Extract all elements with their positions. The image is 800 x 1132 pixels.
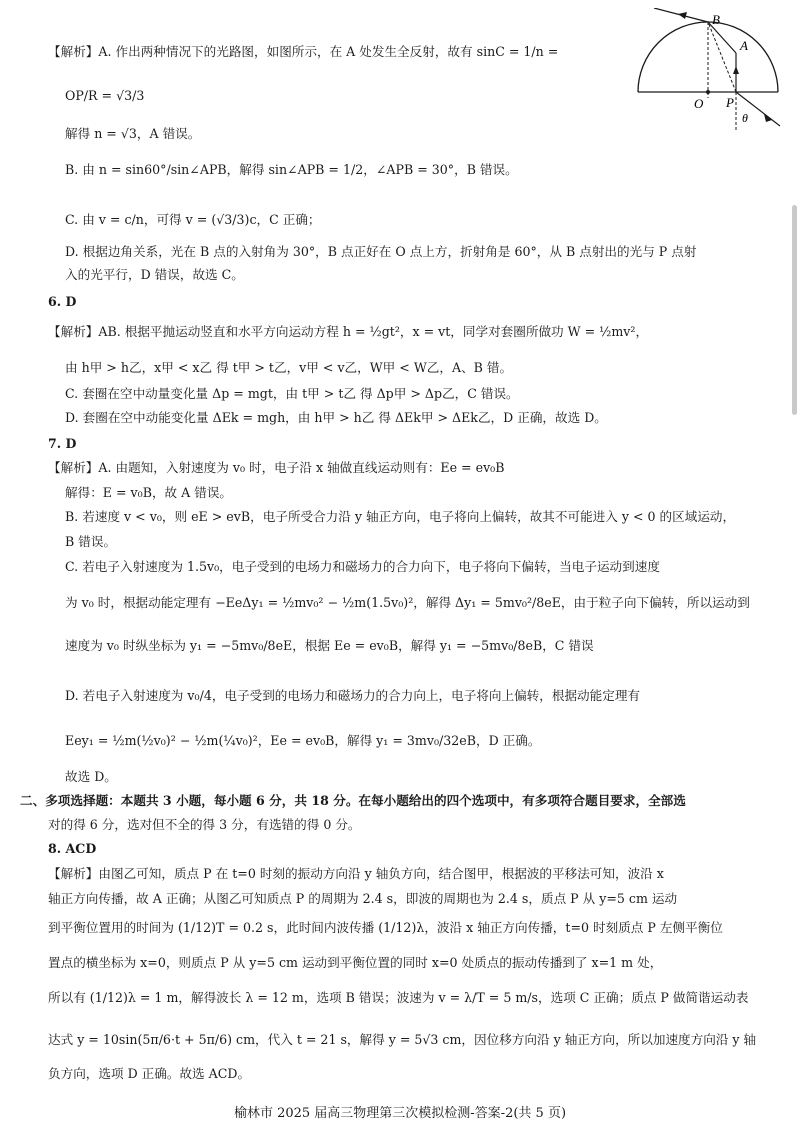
section-2-heading-cont: 对的得 6 分，选对但不全的得 3 分，有选错的得 0 分。	[48, 817, 361, 832]
analysis-8-line-7: 负方向，选项 D 正确。故选 ACD。	[48, 1066, 251, 1081]
analysis-6-line-ab: 【解析】AB. 根据平抛运动竖直和水平方向运动方程 h = ½gt²，x = vt，同学对套圈所做功 W = ½mv²，	[48, 324, 649, 339]
optics-diagram	[634, 8, 784, 133]
question-6-answer: 6. D	[48, 294, 77, 309]
analysis-8-line-2: 轴正方向传播，故 A 正确；从图乙可知质点 P 的周期为 2.4 s，即波的周期也为 2.4 s，质点 P 从 y=5 cm 运动	[48, 891, 678, 906]
label-a: A	[740, 38, 748, 53]
analysis-8-line-5: 所以有 (1/12)λ = 1 m，解得波长 λ = 12 m，选项 B 错误；波速为 v = λ/T = 5 m/s，选项 C 正确；质点 P 做简谐运动表	[48, 990, 749, 1005]
label-p: P	[726, 95, 734, 110]
label-o: O	[694, 96, 704, 111]
analysis-8-line-1: 【解析】由图乙可知，质点 P 在 t=0 时刻的振动方向沿 y 轴负方向，结合图甲，根据波的平移法可知，波沿 x	[48, 866, 664, 881]
analysis-7-line-b: B. 若速度 v < v₀，则 eE > evB，电子所受合力沿 y 轴正方向，电子将向上偏转，故其不可能进入 y < 0 的区域运动，	[65, 509, 736, 524]
page-footer: 榆林市 2025 届高三物理第三次模拟检测-答案-2(共 5 页)	[233, 1106, 567, 1121]
analysis-7-line-a: 【解析】A. 由题知，入射速度为 v₀ 时，电子沿 x 轴做直线运动则有：Ee = ev₀B	[48, 460, 505, 475]
question-8-answer: 8. ACD	[48, 841, 97, 856]
analysis-7-line-d-formula: Eey₁ = ½m(½v₀)² − ½m(¼v₀)²，Ee = ev₀B，解得 y₁ = 3mv₀/32eB，D 正确。	[65, 733, 541, 748]
analysis-7-line-a-result: 解得：E = v₀B，故 A 错误。	[65, 485, 233, 500]
analysis-8-line-3: 到平衡位置用的时间为 (1/12)T = 0.2 s，此时间内波传播 (1/12)λ，波沿 x 轴正方向传播，t=0 时刻质点 P 左侧平衡位	[48, 920, 723, 935]
analysis-6-line-d: D. 套圈在空中动能变化量 ΔEk = mgh，由 h甲 > h乙 得 ΔEk甲 > ΔEk乙，D 正确，故选 D。	[65, 410, 607, 425]
analysis-5-line-b: B. 由 n = sin60°/sin∠APB，解得 sin∠APB = 1/2，∠APB = 30°，B 错误。	[65, 162, 518, 177]
analysis-5-line-d: D. 根据边角关系，光在 B 点的入射角为 30°，B 点正好在 O 点上方，折射角是 60°，从 B 点射出的光与 P 点射	[65, 244, 697, 259]
analysis-8-line-6: 达式 y = 10sin(5π/6·t + 5π/6) cm，代入 t = 21 s，解得 y = 5√3 cm，因位移方向沿 y 轴正方向，所以加速度方向沿 y 轴	[48, 1032, 757, 1047]
analysis-5-formula: OP/R = √3/3	[65, 88, 145, 103]
analysis-5-result-n: 解得 n = √3，A 错误。	[65, 126, 201, 141]
analysis-5-line-a: 【解析】A. 作出两种情况下的光路图，如图所示，在 A 处发生全反射，故有 sinC = 1/n =	[48, 44, 559, 59]
section-2-heading: 二、多项选择题：本题共 3 小题，每小题 6 分，共 18 分。在每小题给出的四个选项中，有多项符合题目要求，全部选	[20, 793, 686, 808]
analysis-7-line-c: C. 若电子入射速度为 1.5v₀，电子受到的电场力和磁场力的合力向下，电子将向下偏转，当电子运动到速度	[65, 559, 660, 574]
analysis-6-line-c: C. 套圈在空中动量变化量 Δp = mgt，由 t甲 > t乙 得 Δp甲 > Δp乙，C 错误。	[65, 386, 519, 401]
analysis-7-line-c-formula: 为 v₀ 时，根据动能定理有 −EeΔy₁ = ½mv₀² − ½m(1.5v₀)²，解得 Δy₁ = 5mv₀²/8eE，由于粒子向下偏转，所以运动到	[65, 595, 750, 610]
analysis-7-conclusion: 故选 D。	[65, 769, 117, 784]
analysis-7-line-c-result: 速度为 v₀ 时纵坐标为 y₁ = −5mv₀/8eE，根据 Ee = ev₀B，解得 y₁ = −5mv₀/8eB，C 错误	[65, 638, 594, 653]
analysis-7-line-b-cont: B 错误。	[65, 534, 117, 549]
analysis-7-line-d: D. 若电子入射速度为 v₀/4，电子受到的电场力和磁场力的合力向上，电子将向上偏转，根据动能定理有	[65, 688, 641, 703]
label-b: B	[712, 12, 720, 27]
analysis-5-line-c: C. 由 v = c/n，可得 v = (√3/3)c，C 正确；	[65, 212, 321, 227]
analysis-6-line-ab-cont: 由 h甲 > h乙，x甲 < x乙 得 t甲 > t乙，v甲 < v乙，W甲 < W乙，A、B 错。	[65, 360, 513, 375]
scrollbar[interactable]	[792, 205, 797, 415]
label-theta: θ	[742, 111, 748, 125]
question-7-answer: 7. D	[48, 436, 77, 451]
analysis-5-line-d-cont: 入的光平行，D 错误，故选 C。	[65, 267, 244, 282]
analysis-8-line-4: 置点的横坐标为 x=0，则质点 P 从 y=5 cm 运动到平衡位置的同时 x=0 处质点的振动传播到了 x=1 m 处，	[48, 955, 663, 970]
